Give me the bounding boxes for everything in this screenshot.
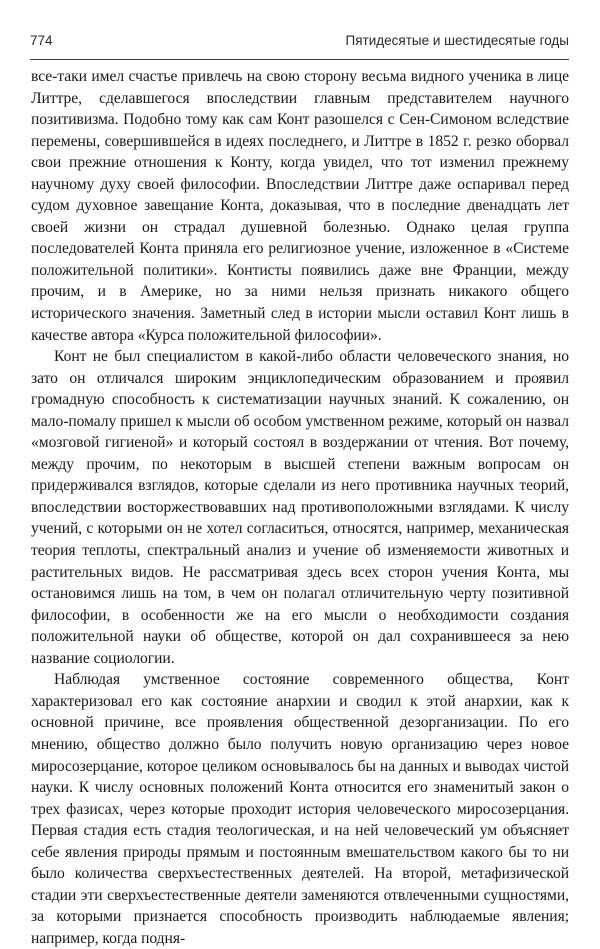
paragraph-comte-education: Конт не был специалистом в какой-либо области человеческого знания, но зато он отличался широким энциклопедическим образованием и проявил громадную способность к систематизации научных знаний. К сожалению, он мало-помалу пришел к мысли об особом умственном режиме, который он назвал «мозговой гигиеной» и который состоял в воздержании от чтения. Вот почему, между прочим, по некоторым в высшей степени важным вопросам он придерживался взглядов, которые сделали из него противника научных теорий, впоследствии восторжествовавших над противоположными взглядами. К числу учений, с которыми он не хотел согласиться, относятся, например, механическая теория теплоты, спектральный анализ и учение об изменяемости животных и растительных видов. Не рассматривая здесь всех сторон учения Конта, мы остановимся лишь на том, в чем он полагал отличительную черту позитивной философии, в особенности же на его мысли о необходимости создания положительной науки об обществе, которой он дал сохранившееся за нею название социологии.	[31, 348, 569, 667]
header-divider	[30, 59, 569, 60]
page-number: 774	[30, 33, 53, 48]
paragraph-continuation: все-таки имел счастье привлечь на свою сторону весьма видного ученика в лице Литтре, сделавшегося впоследствии главным представителем научного позитивизма. Подобно тому как сам Конт разошелся с Сен-Симоном вследствие перемены, совершившейся в идеях последнего, и Литтре в 1852 г. резко оборвал свои прежние отношения к Конту, когда увидел, что тот изменил прежнему научному духу своей философии. Впоследствии Литтре даже оспаривал перед судом духовное завещание Конта, доказывая, что в последние двенадцать лет своей жизни он страдал душевной болезнью. Однако целая группа последователей Конта приняла его религиозное учение, изложенное в «Системе положительной политики». Контисты появились даже вне Франции, между прочим, и в Америке, но за ними нельзя признать никакого общего исторического значения. Заметный след в истории мысли оставил Конт лишь в качестве автора «Курса положительной философии».	[31, 68, 569, 344]
running-head	[30, 33, 569, 53]
paragraph-three-stages: Наблюдая умственное состояние современного общества, Конт характеризовал его как состояние анархии и сводил к этой анархии, как к основной причине, все проявления общественной дезорганизации. По его мнению, общество должно было получить новую организацию через новое миросозерцание, которое целиком основывалось бы на данных и выводах чистой науки. К числу основных положений Конта относится его знаменитый закон о трех фазисах, через которые проходит история человеческого миросозерцания. Первая стадия есть стадия теологическая, и на ней человеческий ум объясняет себе явления природы прямым и постоянным вмешательством какого бы то ни было количества сверхъестественных деятелей. На второй, метафизической стадии эти сверхъестественные деятели заменяются отвлеченными сущностями, за которыми признается способность производить наблюдаемые явления; например, когда подня-	[31, 671, 569, 947]
body-text	[31, 66, 569, 949]
section-title: Пятидесятые и шестидесятые годы	[345, 33, 569, 48]
